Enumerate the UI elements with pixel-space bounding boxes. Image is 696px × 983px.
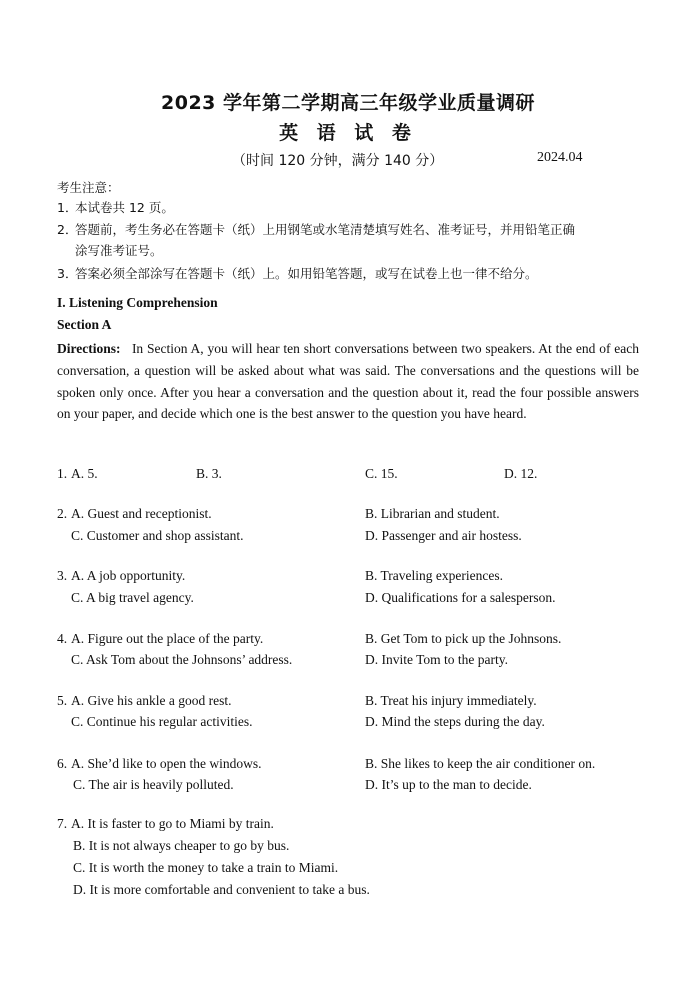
- option-c: C. The air is heavily polluted.: [73, 777, 234, 792]
- exam-subtitle: 英 语 试 卷: [279, 122, 417, 144]
- part-title: I. Listening Comprehension: [57, 295, 218, 310]
- option-d: D. 12.: [504, 466, 538, 481]
- question-number: 7.: [57, 816, 68, 831]
- option-b: B. 3.: [196, 466, 222, 481]
- time-info: （时间 120 分钟，满分 140 分）: [232, 153, 444, 169]
- notice-item: [57, 197, 647, 218]
- notice-text: 本试卷共 12 页。: [75, 200, 174, 215]
- notice-item: [57, 263, 647, 284]
- question-number: 4.: [57, 631, 68, 646]
- option-b: B. Librarian and student.: [365, 506, 500, 521]
- question-number: 5.: [57, 693, 68, 708]
- exam-date: 2024.04: [537, 150, 583, 165]
- section-title: Section A: [57, 317, 112, 332]
- option-a: A. Guest and receptionist.: [71, 506, 212, 521]
- option-c: C. 15.: [365, 466, 398, 481]
- question-number: 3.: [57, 568, 68, 583]
- notice-text: 答题前，考生务必在答题卡（纸）上用钢笔或水笔清楚填写姓名、准考证号，并用铅笔正确: [75, 222, 576, 237]
- option-a: A. A job opportunity.: [71, 568, 186, 583]
- question-number: 6.: [57, 756, 68, 771]
- option-a: A. 5.: [71, 466, 98, 481]
- exam-title: 2023 学年第二学期高三年级学业质量调研: [161, 92, 535, 114]
- option-c: C. Continue his regular activities.: [71, 714, 253, 729]
- option-b: B. Traveling experiences.: [365, 568, 503, 583]
- notice-number: 2．: [57, 222, 78, 237]
- option-b: B. She likes to keep the air conditioner on.: [365, 756, 596, 771]
- option-d: D. Invite Tom to the party.: [365, 652, 509, 667]
- option-a: A. She’d like to open the windows.: [71, 756, 262, 771]
- option-d: D. Passenger and air hostess.: [365, 528, 522, 543]
- notice-number: 3．: [57, 266, 78, 281]
- notice-text: 答案必须全部涂写在答题卡（纸）上。如用铅笔答题，或写在试卷上也一律不给分。: [75, 266, 538, 281]
- option-b: B. It is not always cheaper to go by bus.: [73, 838, 290, 853]
- directions-label: Directions:: [57, 341, 121, 356]
- directions: [57, 338, 639, 425]
- option-d: D. It is more comfortable and convenient to take a bus.: [73, 882, 370, 897]
- option-d: D. Mind the steps during the day.: [365, 714, 545, 729]
- notice-number: 1．: [57, 200, 78, 215]
- option-b: B. Treat his injury immediately.: [365, 693, 537, 708]
- option-b: B. Get Tom to pick up the Johnsons.: [365, 631, 562, 646]
- option-d: D. Qualifications for a salesperson.: [365, 590, 556, 605]
- option-d: D. It’s up to the man to decide.: [365, 777, 532, 792]
- option-a: A. Give his ankle a good rest.: [71, 693, 232, 708]
- option-a: A. Figure out the place of the party.: [71, 631, 264, 646]
- option-c: C. A big travel agency.: [71, 590, 194, 605]
- question-number: 1.: [57, 466, 68, 481]
- option-c: C. It is worth the money to take a train to Miami.: [73, 860, 339, 875]
- notice-item: [57, 219, 647, 261]
- notice-heading: 考生注意：: [57, 180, 120, 195]
- notice-text-continued: 涂写准考证号。: [75, 243, 163, 258]
- question-number: 2.: [57, 506, 68, 521]
- option-c: C. Ask Tom about the Johnsons’ address.: [71, 652, 293, 667]
- option-a: A. It is faster to go to Miami by train.: [71, 816, 274, 831]
- directions-text: In Section A, you will hear ten short conversations between two speakers. At the end of each conversation, a question will be asked about what was said. The conversations and the questions will be spoken only once. After you hear a conversation and the question about it, read the four possible answers on your paper, and decide which one is the best answer to the question you have heard.: [57, 341, 639, 422]
- option-c: C. Customer and shop assistant.: [71, 528, 244, 543]
